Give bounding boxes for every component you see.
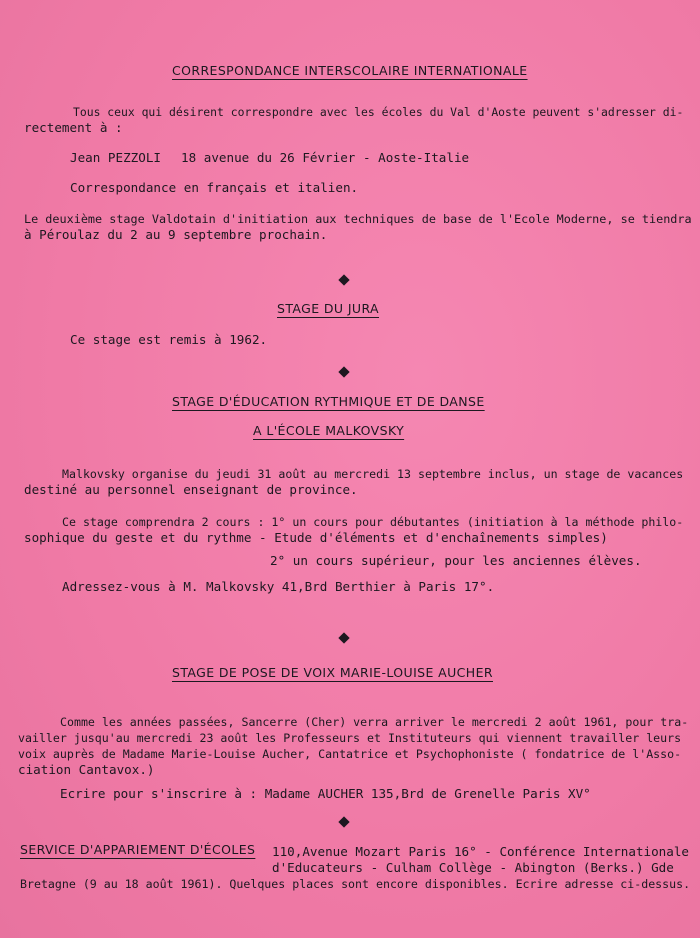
heading-malkovsky-line1: STAGE D'ÉDUCATION RYTHMIQUE ET DE DANSE bbox=[172, 394, 485, 409]
heading-correspondance: CORRESPONDANCE INTERSCOLAIRE INTERNATIONALE bbox=[172, 63, 528, 78]
malkovsky-courses-line3: 2° un cours supérieur, pour les anciennes élèves. bbox=[270, 553, 642, 568]
malkovsky-paragraph-line1: Malkovsky organise du jeudi 31 août au mercredi 13 septembre inclus, un stage de vacances bbox=[62, 467, 684, 481]
contact-name: Jean PEZZOLI bbox=[70, 150, 161, 165]
heading-jura: STAGE DU JURA bbox=[277, 301, 380, 316]
aucher-paragraph-line3: voix auprès de Madame Marie-Louise Aucher, Cantatrice et Psychophoniste ( fondatrice de l'Asso- bbox=[18, 747, 682, 761]
appariement-line2: d'Educateurs - Culham Collège - Abington (Berks.) Gde bbox=[272, 860, 674, 875]
aucher-register: Ecrire pour s'inscrire à : Madame AUCHER 135,Brd de Grenelle Paris XV° bbox=[60, 786, 591, 801]
aucher-paragraph-line2: vailler jusqu'au mercredi 23 août les Professeurs et Instituteurs qui viennent travailler leurs bbox=[18, 731, 682, 745]
malkovsky-courses-line1: Ce stage comprendra 2 cours : 1° un cours pour débutantes (initiation à la méthode philo- bbox=[62, 515, 684, 529]
correspondance-languages: Correspondance en français et italien. bbox=[70, 180, 359, 195]
jura-text: Ce stage est remis à 1962. bbox=[70, 332, 268, 347]
diamond-separator bbox=[338, 816, 349, 827]
malkovsky-courses-line2: sophique du geste et du rythme - Etude d'éléments et d'enchaînements simples) bbox=[24, 530, 608, 545]
appariement-line1: 110,Avenue Mozart Paris 16° - Conférence Internationale bbox=[272, 844, 690, 859]
aucher-paragraph-line4: ciation Cantavox.) bbox=[18, 762, 155, 777]
malkovsky-address: Adressez-vous à M. Malkovsky 41,Brd Berthier à Paris 17°. bbox=[62, 579, 495, 594]
aucher-paragraph-line1: Comme les années passées, Sancerre (Cher) verra arriver le mercredi 2 août 1961, pour tra- bbox=[60, 715, 689, 729]
diamond-separator bbox=[338, 632, 349, 643]
contact-address: 18 avenue du 26 Février - Aoste-Italie bbox=[181, 150, 470, 165]
heading-aucher: STAGE DE POSE DE VOIX MARIE-LOUISE AUCHER bbox=[172, 665, 493, 680]
malkovsky-paragraph-line2: destiné au personnel enseignant de province. bbox=[24, 482, 358, 497]
correspondance-paragraph-line1: Tous ceux qui désirent correspondre avec les écoles du Val d'Aoste peuvent s'adresser di- bbox=[73, 105, 684, 119]
appariement-line3: Bretagne (9 au 18 août 1961). Quelques places sont encore disponibles. Ecrire adresse ci-dessus. bbox=[20, 877, 691, 891]
heading-appariement: SERVICE D'APPARIEMENT D'ÉCOLES bbox=[20, 842, 256, 857]
valdotain-stage-line1: Le deuxième stage Valdotain d'initiation aux techniques de base de l'Ecole Moderne, se tiendra bbox=[24, 212, 692, 226]
valdotain-stage-line2: à Péroulaz du 2 au 9 septembre prochain. bbox=[24, 227, 328, 242]
diamond-separator bbox=[338, 274, 349, 285]
heading-malkovsky-line2: A L'ÉCOLE MALKOVSKY bbox=[253, 423, 405, 438]
correspondance-paragraph-line2: rectement à : bbox=[24, 120, 123, 135]
diamond-separator bbox=[338, 366, 349, 377]
